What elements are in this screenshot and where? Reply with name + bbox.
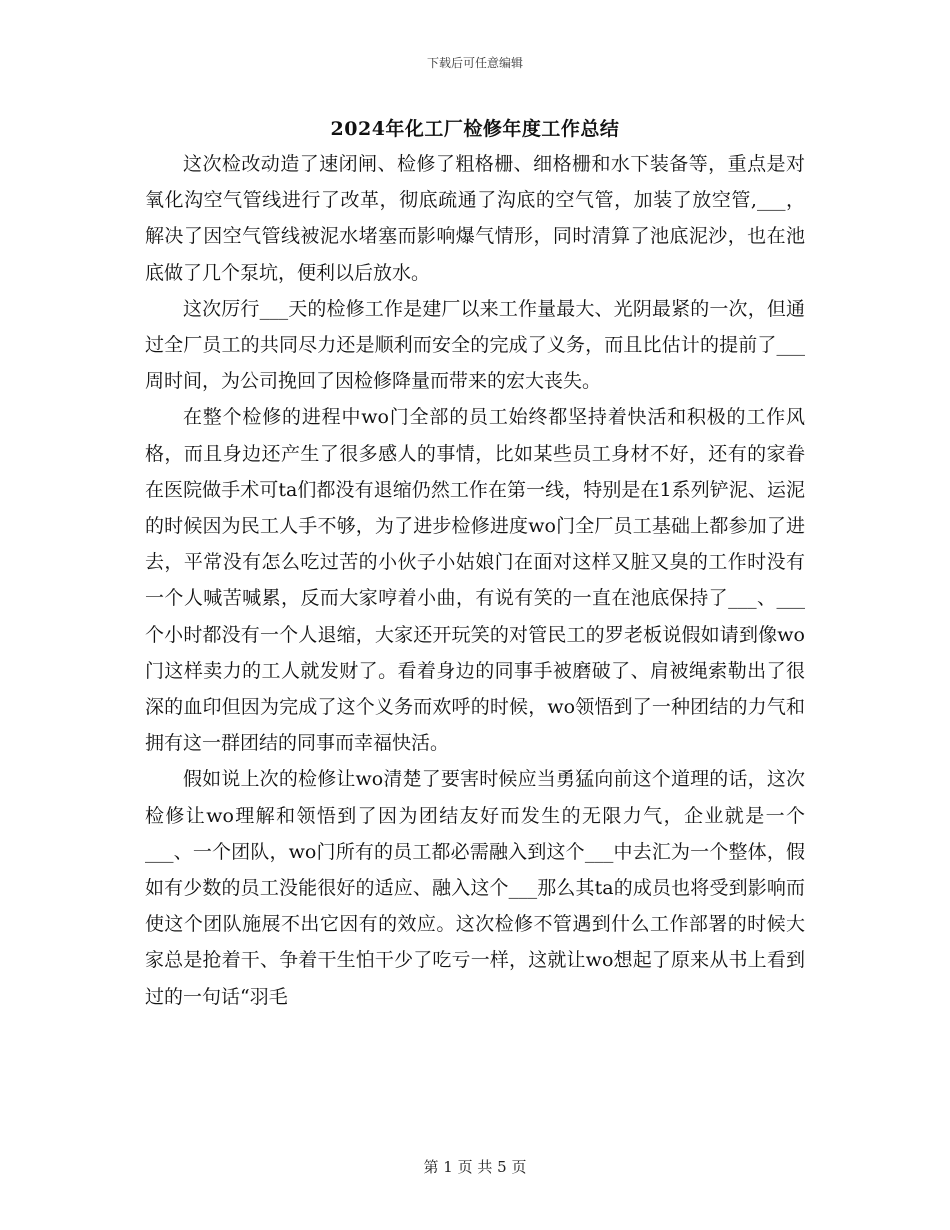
paragraph-4: 假如说上次的检修让wo清楚了要害时候应当勇猛向前这个道理的话，这次检修让wo理解和领悟到了因为团结友好而发生的无限力气，企业就是一个___、一个团队，wo门所有的员工都必需融入到这个___中去汇为一个整体，假如有少数的员工没能很好的适应、融入这个___那么其ta的成员也将受到影响而使这个团队施展不出它因有的效应。这次检修不管遇到什么工作部署的时候大家总是抢着干、争着干生怕干少了吃亏一样，这就让wo想起了原来从书上看到过的一句话“羽毛 [145, 768, 805, 1008]
document-title: 2024年化工厂检修年度工作总结 [330, 118, 620, 140]
paragraph-1: 这次检改动造了速闭闸、检修了粗格栅、细格栅和水下装备等，重点是对氧化沟空气管线进行了改革，彻底疏通了沟底的空气管，加装了放空管,___，解决了因空气管线被泥水堵塞而影响爆气情形，同时清算了池底泥沙，也在池底做了几个泵坑，便利以后放水。 [145, 153, 805, 284]
page-header-note: 下载后可任意编辑 [426, 56, 523, 70]
document-body [145, 146, 805, 1015]
paragraph-3: 在整个检修的进程中wo门全部的员工始终都坚持着快活和积极的工作风格，而且身边还产生了很多感人的事情，比如某些员工身材不好，还有的家眷在医院做手术可ta们都没有退缩仍然工作在第一线，特别是在1系列铲泥、运泥的时候因为民工人手不够，为了进步检修进度wo门全厂员工基础上都参加了进去，平常没有怎么吃过苦的小伙子小姑娘门在面对这样又脏又臭的工作时没有一个人喊苦喊累，反而大家哼着小曲，有说有笑的一直在池底保持了___、___个小时都没有一个人退缩，大家还开玩笑的对管民工的罗老板说假如请到像wo门这样卖力的工人就发财了。看着身边的同事手被磨破了、肩被绳索勒出了很深的血印但因为完成了这个义务而欢呼的时候，wo领悟到了一种团结的力气和拥有这一群团结的同事而幸福快活。 [145, 406, 805, 755]
paragraph-2: 这次厉行___天的检修工作是建厂以来工作量最大、光阴最紧的一次，但通过全厂员工的共同尽力还是顺利而安全的完成了义务，而且比估计的提前了___周时间，为公司挽回了因检修降量而带来的宏大丧失。 [145, 297, 805, 393]
page-number: 第 1 页 共 5 页 [423, 1158, 527, 1176]
